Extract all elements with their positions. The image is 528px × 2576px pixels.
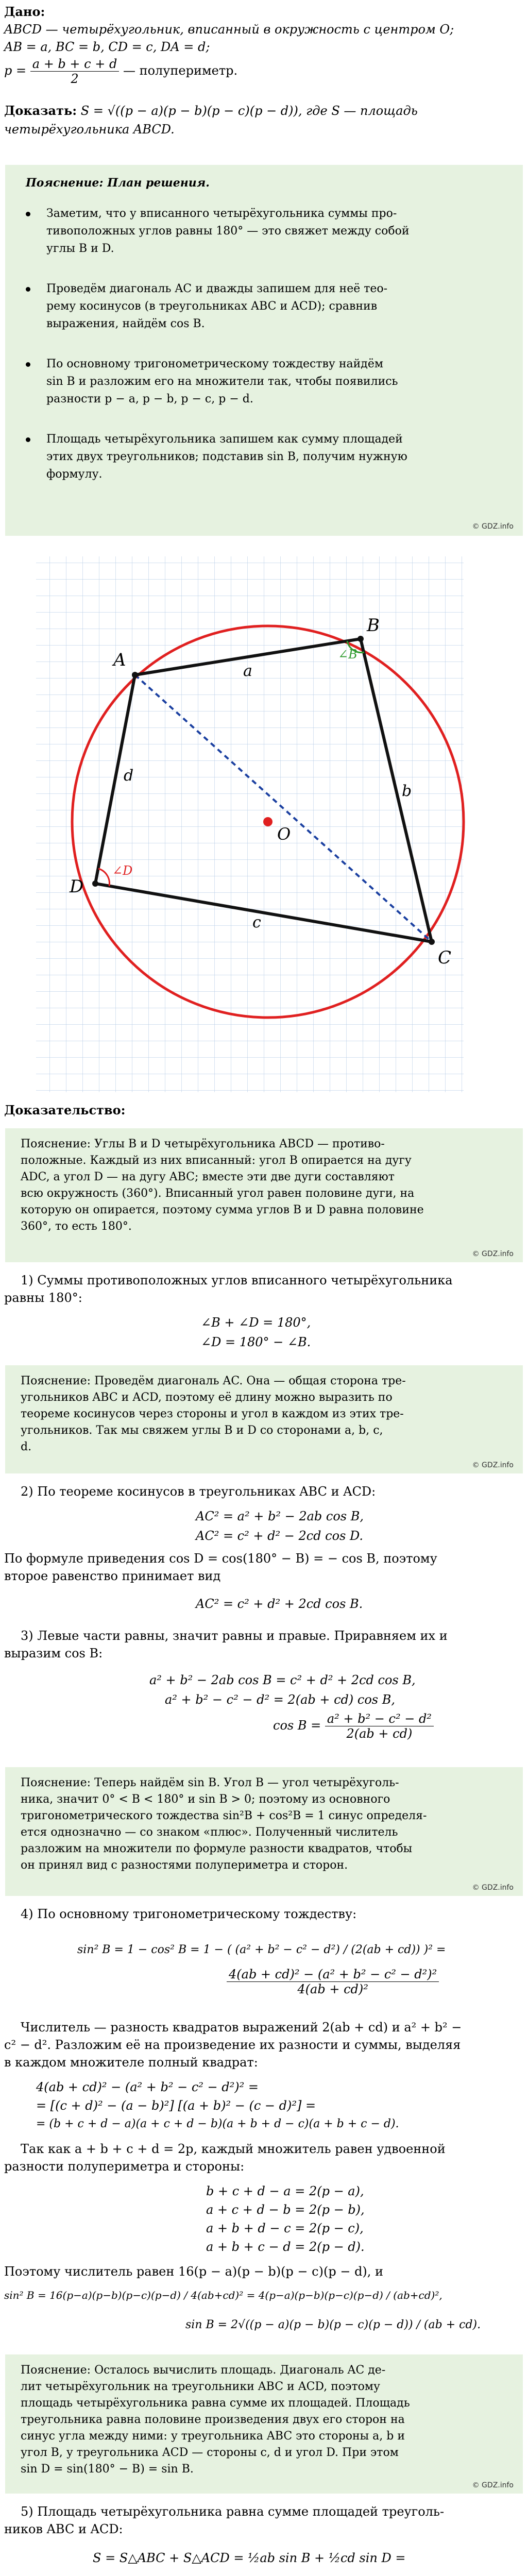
formula-4d1: b + c + d − a = 2(p − a), <box>206 2184 364 2198</box>
step3-line-1: 3) Левые части равны, значит равны и правые. Приравняем их и <box>21 1629 448 1643</box>
note3-line: тригонометрического тождества sin²B + cos²B = 1 синус определя- <box>21 1809 427 1822</box>
given-section <box>0 0 528 170</box>
label-d: D <box>70 876 84 897</box>
note3-line: разложим на множители по формуле разности квадратов, чтобы <box>21 1842 413 1855</box>
step4-text: 4) По основному тригонометрическому тождеству: <box>21 1907 357 1921</box>
note-box-3 <box>5 1767 523 1896</box>
figure-section <box>0 546 528 1097</box>
watermark: © GDZ.info <box>472 522 514 531</box>
plan-item-line: Проведём диагональ AC и дважды запишем для неё тео- <box>46 282 388 295</box>
step2b-line-1: По формуле приведения cos D = cos(180° − B) = − cos B, поэтому <box>4 1551 437 1566</box>
formula-3a: a² + b² − 2ab cos B = c² + d² + 2cd cos B, <box>149 1673 416 1687</box>
note1-line: положные. Каждый из них вписанный: угол B опирается на дугу <box>21 1154 412 1167</box>
note4-line: угол B, у треугольника ACD — стороны c, d и угол D. При этом <box>21 2446 399 2459</box>
angle-b-label: ∠B <box>338 647 357 662</box>
watermark: © GDZ.info <box>472 1461 514 1469</box>
step5-line-2: ников ABC и ACD: <box>4 2522 123 2536</box>
formula-4e: sin² B = 16(p−a)(p−b)(p−c)(p−d) / 4(ab+cd)² = 4(p−a)(p−b)(p−c)(p−d) / (ab+cd)², <box>4 2289 442 2301</box>
semiperimeter-den: 2 <box>71 72 79 86</box>
vertex-c <box>429 939 435 945</box>
prove-line <box>4 103 418 118</box>
step4d-text: Поэтому числитель равен 16(p − a)(p − b)(p − c)(p − d), и <box>4 2264 384 2279</box>
note1-line: 360°, то есть 180°. <box>21 1220 132 1233</box>
given-title: Дано: <box>4 4 45 19</box>
note4-line: синус угла между ними: у треугольника ABC это стороны a, b и <box>21 2430 405 2443</box>
plan-bullet <box>26 437 30 442</box>
plan-bullet <box>26 212 30 216</box>
plan-bullet <box>26 287 30 292</box>
step1-line-2: равны 180°: <box>4 1291 82 1305</box>
label-b: B <box>367 615 380 636</box>
step4b-line-2: c² − d². Разложим её на произведение их разности и суммы, выделяя <box>4 2038 461 2052</box>
formula-2a: AC² = a² + b² − 2ab cos B, <box>196 1509 364 1523</box>
prove-formula: S = √((p − a)(p − b)(p − c)(p − d)), где S — площадь <box>80 104 418 118</box>
formula-1b: ∠D = 180° − ∠B. <box>201 1335 311 1349</box>
center-point <box>263 817 272 826</box>
plan-item-line: тивоположных углов равны 180° — это свяжет между собой <box>46 225 410 238</box>
cosb-num: a² + b² − c² − d² <box>325 1711 434 1726</box>
formula-4d3: a + b + d − c = 2(p − c), <box>206 2221 364 2235</box>
vertex-b <box>357 636 364 642</box>
formula-4c2: = [(c + d)² − (a − b)²] [(a + b)² − (c − d)²] = <box>36 2098 316 2113</box>
vertex-a <box>132 672 138 678</box>
formula-4c1: 4(ab + cd)² − (a² + b² − c² − d²)² = <box>36 2080 259 2094</box>
given-line-3 <box>4 57 237 86</box>
step2b-line-2: второе равенство принимает вид <box>4 1569 221 1583</box>
semiperimeter-fraction <box>30 57 120 86</box>
given-line-1: ABCD — четырёхугольник, вписанный в окружность с центром O; <box>4 22 454 37</box>
sin2b-den: 4(ab + cd)² <box>297 1982 368 1996</box>
cosb-lhs: cos B = <box>273 1718 321 1733</box>
note1-line: которую он опирается, поэтому сумма углов B и D равна половине <box>21 1204 424 1216</box>
plan-item-line: углы B и D. <box>46 242 114 255</box>
vertex-d <box>92 880 98 887</box>
plan-item-line: sin B и разложим его на множители так, чтобы появились <box>46 375 398 388</box>
proof-title: Доказательство: <box>4 1103 126 1117</box>
formula-4b <box>227 1967 439 1996</box>
label-a: A <box>113 650 126 670</box>
note1-line: всю окружность (360°). Вписанный угол равен половине дуги, на <box>21 1187 415 1200</box>
step4c-line-2: разности полупериметра и стороны: <box>4 2159 245 2174</box>
note3-line: ется однозначно — со знаком «плюс». Полученный числитель <box>21 1826 398 1839</box>
formula-1a: ∠B + ∠D = 180°, <box>201 1315 311 1330</box>
quadrilateral-figure <box>0 546 528 1097</box>
cosb-den: 2(ab + cd) <box>346 1726 413 1741</box>
note3-line: ника, значит 0° < B < 180° и sin B > 0; поэтому из основного <box>21 1793 390 1806</box>
plan-item-line: выражения, найдём cos B. <box>46 317 205 330</box>
formula-3c <box>273 1711 434 1741</box>
note4-line: sin D = sin(180° − B) = sin B. <box>21 2463 194 2476</box>
given-line-2: AB = a, BC = b, CD = c, DA = d; <box>4 40 210 54</box>
note2-line: d. <box>21 1440 32 1453</box>
formula-4d4: a + b + c − d = 2(p − d). <box>206 2240 365 2254</box>
sin2b-num: 4(ab + cd)² − (a² + b² − c² − d²)² <box>227 1967 439 1982</box>
step4b-line-1: Числитель — разность квадратов выражений 2(ab + cd) и a² + b² − <box>21 2020 462 2035</box>
side-d-label: d <box>124 767 134 785</box>
prove-line-2: четырёхугольника ABCD. <box>4 122 175 137</box>
note2-line: теореме косинусов через стороны и угол в каждом из этих тре- <box>21 1408 404 1420</box>
note4-line: лит четырёхугольник на треугольники ABC и ACD, поэтому <box>21 2380 380 2393</box>
formula-4c3: = (b + c + d − a)(a + c + d − b)(a + b + d − c)(a + b + c − d). <box>36 2117 399 2130</box>
step4c-line-1: Так как a + b + c + d = 2p, каждый множитель равен удвоенной <box>21 2142 446 2156</box>
note-box-4 <box>5 2354 523 2494</box>
angle-d-label: ∠D <box>112 863 133 878</box>
formula-4a: sin² B = 1 − cos² B = 1 − ( (a² + b² − c² − d²) / (2(ab + cd)) )² = <box>77 1943 446 1956</box>
semiperimeter-num: a + b + c + d <box>30 57 120 72</box>
side-a-label: a <box>243 662 252 680</box>
label-o: O <box>277 824 291 844</box>
plan-item-line: По основному тригонометрическому тождеству найдём <box>46 358 383 370</box>
watermark: © GDZ.info <box>472 2481 514 2489</box>
step1-line-1: 1) Суммы противоположных углов вписанного четырёхугольника <box>21 1273 453 1287</box>
plan-item-line: разности p − a, p − b, p − c, p − d. <box>46 393 253 405</box>
cosb-fraction <box>325 1711 434 1741</box>
plan-item-line: этих двух треугольников; подставив sin B, получим нужную <box>46 450 407 463</box>
note2-line: угольников ABC и ACD, поэтому её длину можно выразить по <box>21 1391 393 1404</box>
step2-text: 2) По теореме косинусов в треугольниках ABC и ACD: <box>21 1484 376 1499</box>
step3-line-2: выразим cos B: <box>4 1646 103 1660</box>
formula-2c: AC² = c² + d² + 2cd cos B. <box>196 1597 363 1611</box>
note1-line: Пояснение: Углы B и D четырёхугольника ABCD — противо- <box>21 1138 385 1150</box>
semiperimeter-lhs: p = <box>4 63 27 78</box>
formula-4d2: a + c + d − b = 2(p − b), <box>206 2202 365 2217</box>
side-c-label: c <box>252 913 261 931</box>
semiperimeter-note: — полупериметр. <box>123 63 238 78</box>
plan-box <box>5 165 523 536</box>
note4-line: площадь четырёхугольника равна сумме их площадей. Площадь <box>21 2397 410 2410</box>
watermark: © GDZ.info <box>472 1884 514 1892</box>
sin2b-fraction <box>227 1967 439 1996</box>
step5-line-1: 5) Площадь четырёхугольника равна сумме площадей треуголь- <box>21 2504 445 2519</box>
plan-item-line: рему косинусов (в треугольниках ABC и ACD); сравнив <box>46 300 378 313</box>
note3-line: он принял вид с разностями полупериметра и сторон. <box>21 1859 348 1872</box>
plan-item-line: формулу. <box>46 468 103 481</box>
plan-item-line: Заметим, что у вписанного четырёхугольника суммы про- <box>46 207 397 220</box>
formula-4f: sin B = 2√((p − a)(p − b)(p − c)(p − d)) / (ab + cd). <box>185 2318 481 2331</box>
plan-item-line: Площадь четырёхугольника запишем как сумму площадей <box>46 433 403 446</box>
note4-line: Пояснение: Осталось вычислить площадь. Диагональ AC де- <box>21 2364 386 2377</box>
formula-2b: AC² = c² + d² − 2cd cos D. <box>196 1529 364 1543</box>
label-c: C <box>438 947 452 968</box>
note-box-2 <box>5 1365 523 1473</box>
note4-line: треугольника равна половине произведения двух его сторон на <box>21 2413 405 2426</box>
note-box-1 <box>5 1128 523 1262</box>
note3-line: Пояснение: Теперь найдём sin B. Угол B — угол четырёхуголь- <box>21 1776 399 1789</box>
formula-5a: S = S△ABC + S△ACD = ½ab sin B + ½cd sin D = <box>93 2551 406 2565</box>
plan-bullet <box>26 362 30 367</box>
formula-3b: a² + b² − c² − d² = 2(ab + cd) cos B, <box>165 1692 395 1707</box>
prove-title: Доказать: <box>4 103 77 118</box>
plan-title: Пояснение: План решения. <box>26 176 210 190</box>
step4b-line-3: в каждом множителе полный квадрат: <box>4 2055 258 2070</box>
watermark: © GDZ.info <box>472 1250 514 1258</box>
grid <box>36 556 464 1092</box>
note1-line: ADC, а угол D — на дугу ABC; вместе эти две дуги составляют <box>21 1171 395 1183</box>
note2-line: Пояснение: Проведём диагональ AC. Она — общая сторона тре- <box>21 1375 406 1387</box>
note2-line: угольников. Так мы свяжем углы B и D со сторонами a, b, c, <box>21 1424 383 1437</box>
side-b-label: b <box>402 782 412 800</box>
